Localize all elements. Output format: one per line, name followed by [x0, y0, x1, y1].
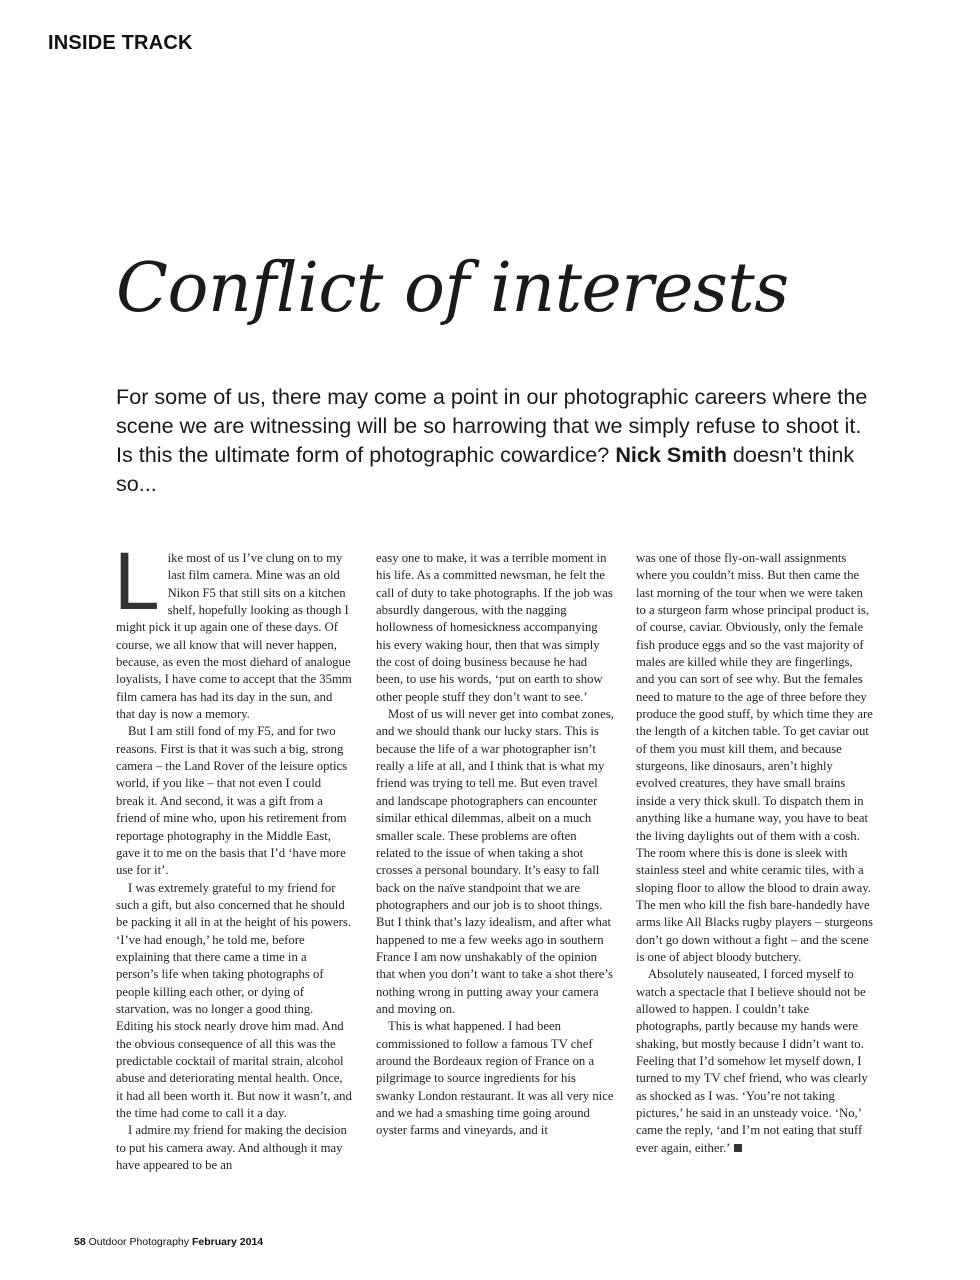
standfirst-text: For some of us, there may come a point in our photographic careers where the scene we are witnessing will be so harrowing that we simply refuse to shoot it. Is this the ultimate form of photographic cowardice?: [116, 384, 868, 467]
drop-cap: L: [114, 536, 160, 627]
standfirst: [116, 382, 876, 498]
end-mark-icon: [734, 1144, 742, 1152]
page-footer: [74, 1236, 263, 1248]
author-name: Nick Smith: [615, 442, 727, 467]
body-paragraph: [636, 966, 874, 1157]
body-paragraph: I admire my friend for making the decision to put his camera away. And although it may have appeared to be an: [116, 1123, 347, 1173]
body-paragraph: But I am still fond of my F5, and for two reasons. First is that it was such a big, strong camera – the Land Rover of the leisure optics world, if you like – that not even I could break it. And second, it was a gift from a friend of mine who, upon his retirement from reportage photography in the Middle East, gave it to me on the basis that I’d ‘have more use for it’.: [116, 724, 348, 878]
section-tag: INSIDE TRACK: [48, 32, 193, 54]
body-paragraph: I was extremely grateful to my friend for such a gift, but also concerned that he should be packing it all in at the height of his powers. ‘I’ve had enough,’ he told me, before explaining that there came a time in a person’s life when taking photographs of people killing each other, or dying of starvation, was no longer a good thing. Editing his stock nearly drove him mad. And the obvious consequence of all this was the predictable cocktail of marital strain, alcohol abuse and deteriorating mental health. Once, it had all been worth it. But now it wasn’t, and the time had come to call it a day.: [116, 880, 352, 1120]
body-paragraph: Most of us will never get into combat zones, and we should thank our lucky stars. This is because the life of a war photographer isn’t really a life at all, and I think that is what my friend was trying to tell me. But even travel and landscape photographers can encounter similar ethical dilemmas, albeit on a much smaller scale. These problems are often related to the issue of when taking a shot crosses a personal boundary. It’s easy to fall back on the naïve standpoint that we are photographers and our job is to shoot things. But I think that’s lazy idealism, and after what happened to me a few weeks ago in southern France I am now unshakably of the opinion that when you don’t want to take a shot there’s nothing wrong in putting away your camera and moving on.: [376, 707, 614, 1016]
page-number: 58: [74, 1236, 86, 1248]
body-paragraph: easy one to make, it was a terrible moment in his life. As a committed newsman, he felt the call of duty to take photographs. If the job was absurdly dangerous, with the nagging hollowness of homesickness accompanying his every waking hour, then that was simply the cost of doing business because he had been, to use his words, ‘put on earth to show other people stuff they don’t want to see.’: [376, 551, 613, 704]
body-paragraph: was one of those fly-on-wall assignments where you couldn’t miss. But then came the last morning of the tour when we were taken to a sturgeon farm whose principal product is, of course, caviar. Obviously, only the female fish produce eggs and so the vast majority of males are killed while they are fingerlings, and you can sort of see why. But the females need to mature to the age of three before they produce the good stuff, by which time they are the length of a kitchen table. To get caviar out of them you must kill them, and because sturgeons, like dinosaurs, aren’t highly evolved creatures, they have small brains inside a very thick skull. To dispatch them in anything like a humane way, you have to beat the living daylights out of them with a cosh. The room where this is done is sleek with stainless steel and white ceramic tiles, with a sloping floor to allow the blood to drain away. The men who kill the fish bare-handedly have arms like All Blacks rugby players – sturgeons don’t go down without a fight – and the scene is one of abject bloody butchery.: [636, 551, 873, 964]
magazine-name: Outdoor Photography: [88, 1236, 190, 1248]
issue-date: February 2014: [191, 1236, 264, 1248]
body-column-1: [114, 536, 352, 1174]
byline-suffix: doesn’t think so...: [116, 442, 855, 496]
body-paragraph: This is what happened. I had been commissioned to follow a famous TV chef around the Bordeaux region of France on a pilgrimage to source ingredients for his swanky London restaurant. It was all very nice and we had a smashing time going around oyster farms and vineyards, and it: [376, 1019, 614, 1138]
paragraph-text: ike most of us I’ve clung on to my last film camera. Mine was an old Nikon F5 that still sits on a kitchen shelf, hopefully looking as though I might pick it up again one of these days. Of course, we all know that will never happen, because, as even the most diehard of analogue loyalists, I have come to accept that the 35mm film camera has had its day in the sun, and that day is now a memory.: [116, 551, 352, 722]
paragraph-text: Absolutely nauseated, I forced myself to watch a spectacle that I believe should not be allowed to happen. I couldn’t take photographs, partly because my hands were shaking, but mostly because I didn’t want to. Feeling that I’d somehow let myself down, I turned to my TV chef friend, who was clearly as shocked as I was. ‘You’re not taking pictures,’ he said in an unsteady voice. ‘No,’ came the reply, ‘and I’m not eating that stuff ever again, either.’: [636, 967, 868, 1155]
body-column-2: [376, 550, 614, 1140]
article-title: Conflict of interests: [116, 249, 789, 328]
body-column-3: [636, 550, 874, 1157]
body-paragraph: [114, 536, 352, 723]
